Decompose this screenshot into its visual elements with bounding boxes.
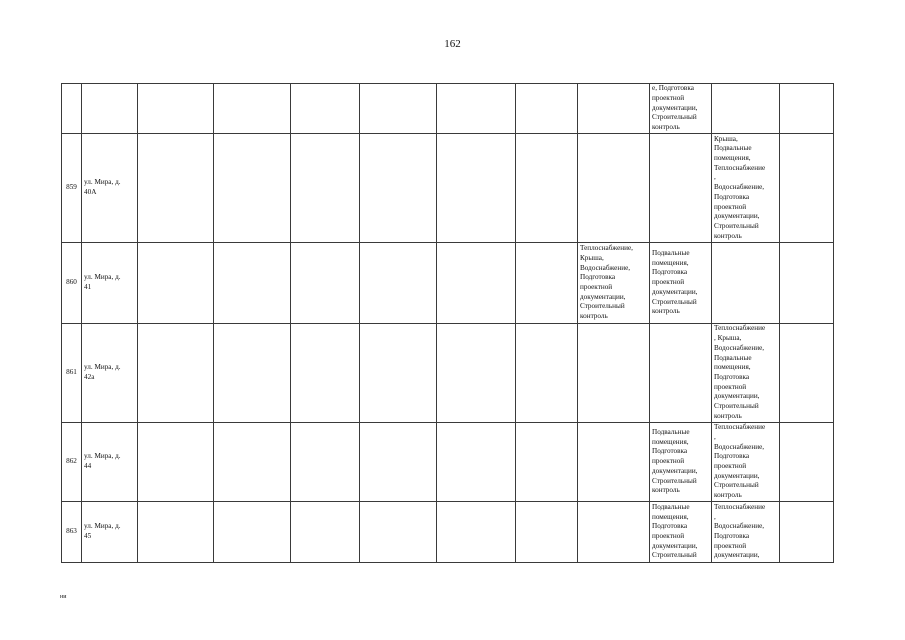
page-number: 162 (444, 38, 461, 50)
empty-cell (138, 324, 214, 423)
row-number (62, 84, 82, 134)
table-row (62, 423, 834, 502)
empty-cell (291, 502, 360, 563)
row-number: 859 (62, 134, 82, 243)
row-number: 861 (62, 324, 82, 423)
works-cell-i: Подвальные помещения, Подготовка проектной документации, Строительный (650, 502, 712, 563)
footer-mark: ни (60, 594, 67, 600)
works-cell-i: е, Подготовка проектной документации, Строительный контроль (650, 84, 712, 134)
empty-cell (138, 423, 214, 502)
empty-cell (291, 84, 360, 134)
empty-cell (214, 243, 291, 324)
empty-cell (214, 423, 291, 502)
empty-cell (291, 423, 360, 502)
works-cell-h (578, 423, 650, 502)
works-cell-i: Подвальные помещения, Подготовка проектной документации, Строительный контроль (650, 423, 712, 502)
empty-cell (138, 84, 214, 134)
empty-cell (360, 502, 437, 563)
empty-cell (437, 324, 516, 423)
empty-cell (360, 84, 437, 134)
works-cell-j: Крыша, Подвальные помещения, Теплоснабжение , Водоснабжение, Подготовка проектной документации, Строительный контроль (712, 134, 780, 243)
works-cell-j (712, 243, 780, 324)
empty-cell (291, 134, 360, 243)
address-cell: ул. Мира, д. 40А (82, 134, 138, 243)
empty-cell (360, 423, 437, 502)
works-cell-h (578, 134, 650, 243)
works-cell-h (578, 84, 650, 134)
empty-cell (437, 423, 516, 502)
address-cell: ул. Мира, д. 42а (82, 324, 138, 423)
works-cell-j: Теплоснабжение , Водоснабжение, Подготовка проектной документации, (712, 502, 780, 563)
table-row (62, 502, 834, 563)
empty-cell (214, 502, 291, 563)
empty-cell (214, 84, 291, 134)
empty-cell (516, 324, 578, 423)
works-cell-j: Теплоснабжение , Крыша, Водоснабжение, Подвальные помещения, Подготовка проектной документации, Строительный контроль (712, 324, 780, 423)
repair-schedule-table (61, 83, 834, 563)
works-cell-h: Теплоснабжение, Крыша, Водоснабжение, Подготовка проектной документации, Строительный контроль (578, 243, 650, 324)
empty-cell (437, 502, 516, 563)
empty-cell (291, 324, 360, 423)
empty-cell (516, 243, 578, 324)
address-cell (82, 84, 138, 134)
works-cell-j: Теплоснабжение , Водоснабжение, Подготовка проектной документации, Строительный контроль (712, 423, 780, 502)
works-cell-h (578, 324, 650, 423)
address-cell: ул. Мира, д. 41 (82, 243, 138, 324)
empty-cell (437, 134, 516, 243)
table-row (62, 324, 834, 423)
empty-cell (780, 423, 834, 502)
empty-cell (780, 84, 834, 134)
empty-cell (291, 243, 360, 324)
empty-cell (516, 502, 578, 563)
row-number: 862 (62, 423, 82, 502)
table-row (62, 84, 834, 134)
address-cell: ул. Мира, д. 45 (82, 502, 138, 563)
works-cell-j (712, 84, 780, 134)
empty-cell (138, 134, 214, 243)
empty-cell (780, 502, 834, 563)
empty-cell (516, 134, 578, 243)
empty-cell (214, 134, 291, 243)
works-cell-i (650, 134, 712, 243)
empty-cell (516, 84, 578, 134)
address-cell: ул. Мира, д. 44 (82, 423, 138, 502)
row-number: 863 (62, 502, 82, 563)
empty-cell (780, 134, 834, 243)
empty-cell (360, 134, 437, 243)
empty-cell (138, 502, 214, 563)
works-cell-i: Подвальные помещения, Подготовка проектной документации, Строительный контроль (650, 243, 712, 324)
table-row (62, 243, 834, 324)
empty-cell (214, 324, 291, 423)
table-row (62, 134, 834, 243)
empty-cell (516, 423, 578, 502)
empty-cell (437, 84, 516, 134)
empty-cell (138, 243, 214, 324)
empty-cell (437, 243, 516, 324)
empty-cell (360, 324, 437, 423)
row-number: 860 (62, 243, 82, 324)
empty-cell (780, 324, 834, 423)
works-cell-h (578, 502, 650, 563)
works-cell-i (650, 324, 712, 423)
empty-cell (780, 243, 834, 324)
empty-cell (360, 243, 437, 324)
